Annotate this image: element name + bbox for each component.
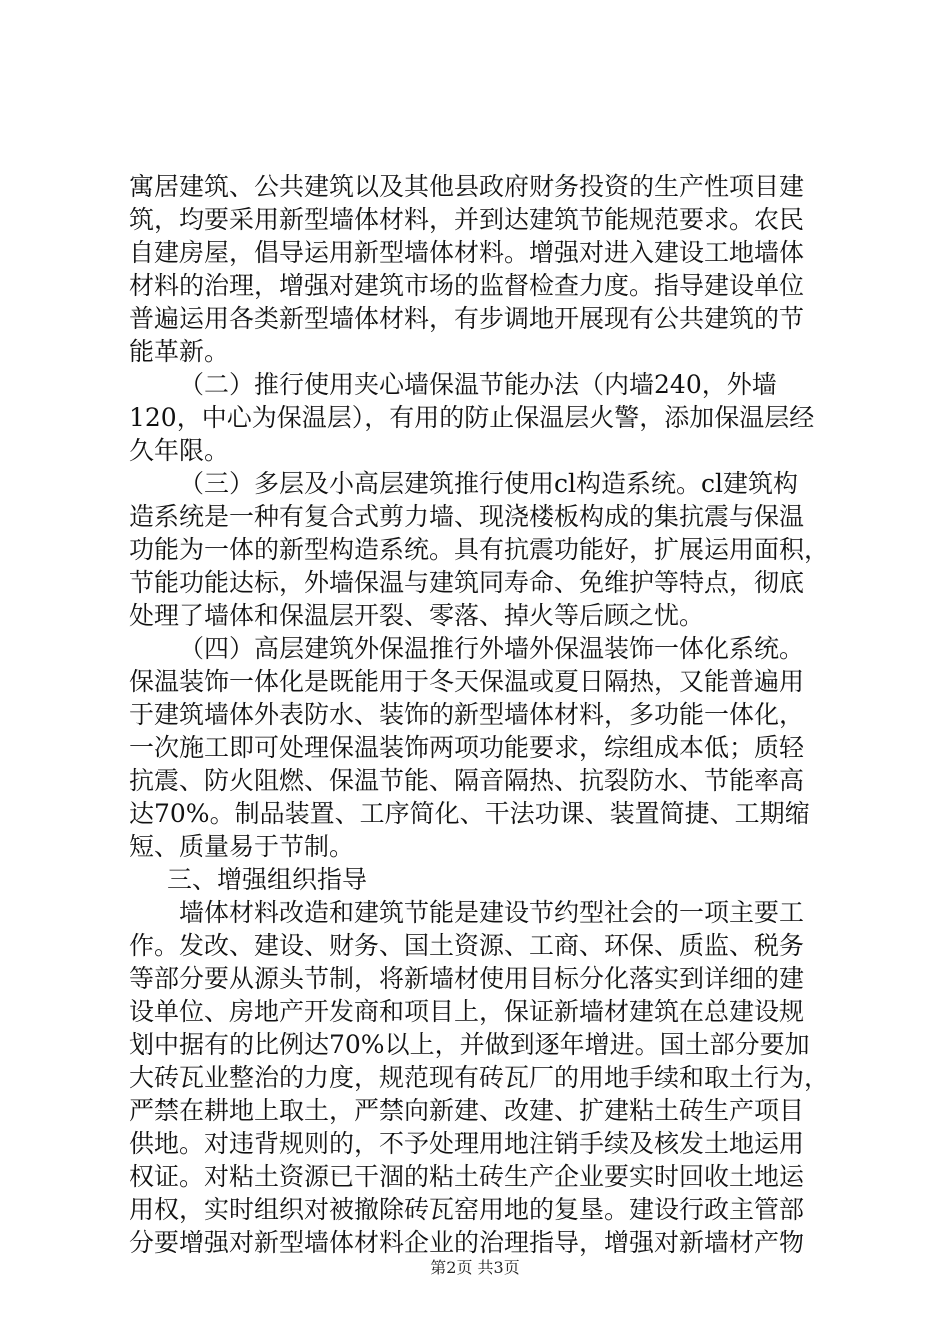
section-heading-3: （三）多层及小高层建筑推行使用cl构造系统。cl建筑构 (179, 469, 798, 498)
text-line: 造系统是一种有复合式剪力墙、现浇楼板构成的集抗震与保温 (129, 502, 805, 531)
section-heading-4: （四）高层建筑外保温推行外墙外保温装饰一体化系统。 (179, 634, 805, 663)
text-line: 设单位、房地产开发商和项目上，保证新墙材建筑在总建设规 (129, 997, 805, 1026)
text-line: 达70%。制品装置、工序简化、干法功课、装置简捷、工期缩 (129, 799, 810, 828)
text-line: 120，中心为保温层），有用的防止保温层火警，添加保温层经 (129, 403, 815, 432)
text-line: 严禁在耕地上取土，严禁向新建、改建、扩建粘土砖生产项目 (129, 1096, 805, 1125)
text-line: 功能为一体的新型构造系统。具有抗震功能好，扩展运用面积， (129, 535, 830, 564)
text-line: 处理了墙体和保温层开裂、零落、掉火等后顾之忧。 (129, 601, 705, 630)
text-line: 一次施工即可处理保温装饰两项功能要求，综组成本低；质轻 (129, 733, 805, 762)
text-line: 材料的治理，增强对建筑市场的监督检查力度。指导建设单位 (129, 271, 805, 300)
text-line: 筑，均要采用新型墙体材料，并到达建筑节能规范要求。农民 (129, 205, 805, 234)
section-heading-part-3: 三、增强组织指导 (167, 865, 368, 894)
text-line: 权证。对粘土资源已干涸的粘土砖生产企业要实时回收土地运 (129, 1162, 805, 1191)
text-line: 短、质量易于节制。 (129, 832, 355, 861)
text-line: 于建筑墙体外表防水、装饰的新型墙体材料，多功能一体化， (129, 700, 805, 729)
text-line: 保温装饰一体化是既能用于冬天保温或夏日隔热，又能普遍用 (129, 667, 805, 696)
text-line: 久年限。 (129, 436, 230, 465)
text-line: 供地。对违背规则的，不予处理用地注销手续及核发土地运用 (129, 1129, 805, 1158)
text-line: 节能功能达标，外墙保温与建筑同寿命、免维护等特点，彻底 (129, 568, 805, 597)
text-line: 大砖瓦业整治的力度，规范现有砖瓦厂的用地手续和取土行为， (129, 1063, 830, 1092)
document-body (129, 170, 830, 1259)
section-heading-2: （二）推行使用夹心墙保温节能办法（内墙240，外墙 (179, 370, 777, 399)
text-line: 能革新。 (129, 337, 230, 366)
text-line: 用权，实时组织对被撤除砖瓦窑用地的复垦。建设行政主管部 (129, 1195, 805, 1224)
text-line: 划中据有的比例达70%以上，并做到逐年增进。国土部分要加 (129, 1030, 810, 1059)
text-line: 等部分要从源头节制，将新墙材使用目标分化落实到详细的建 (129, 964, 805, 993)
text-line: 作。发改、建设、财务、国土资源、工商、环保、质监、税务 (129, 931, 805, 960)
text-line: 墙体材料改造和建筑节能是建设节约型社会的一项主要工 (179, 898, 805, 927)
text-line: 普遍运用各类新型墙体材料，有步调地开展现有公共建筑的节 (129, 304, 805, 333)
page-number-footer: 第2页 共3页 (430, 1258, 520, 1277)
text-line: 自建房屋，倡导运用新型墙体材料。增强对进入建设工地墙体 (129, 238, 805, 267)
text-line: 寓居建筑、公共建筑以及其他县政府财务投资的生产性项目建 (129, 172, 805, 201)
text-line: 分要增强对新型墙体材料企业的治理指导，增强对新墙材产物 (129, 1228, 805, 1257)
text-line: 抗震、防火阻燃、保温节能、隔音隔热、抗裂防水、节能率高 (129, 766, 805, 795)
